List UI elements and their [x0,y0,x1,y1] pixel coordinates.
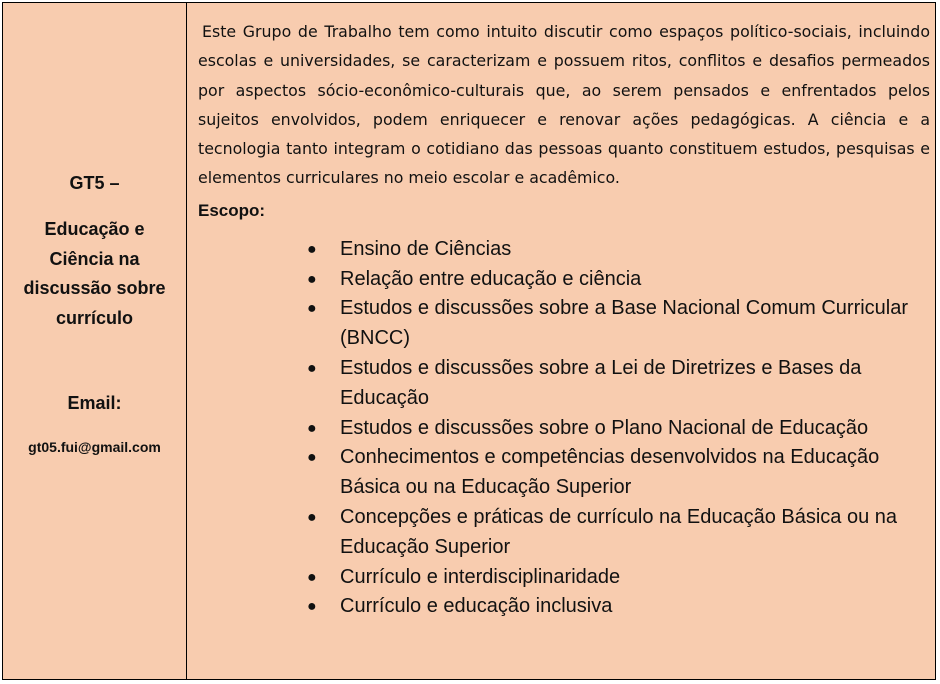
group-code: GT5 – [69,173,120,193]
bullet-icon: ● [307,359,317,377]
scope-item-text: Estudos e discussões sobre a Base Nacional Comum Curricular (BNCC) [340,297,909,350]
bullet-icon: ● [307,508,317,526]
scope-list-item [307,265,930,295]
bullet-icon: ● [307,270,317,288]
intro-paragraph: Este Grupo de Trabalho tem como intuito discutir como espaços político-sociais, incluindo escolas e universidades, se caracterizam e possuem ritos, conflitos e desafios permeados por aspectos sócio-econômico-culturais que, ao serem pensados e enfrentados pelos sujeitos envolvidos, podem enriquecer e renovar ações pedagógicas. A ciência e a tecnologia tanto integram o cotidiano das pessoas quanto constituem estudos, pesquisas e elementos curriculares no meio escolar e acadêmico. [198,22,930,188]
scope-list [198,235,930,622]
scope-item-text: Relação entre educação e ciência [340,267,642,290]
group-title-line: Ciência na [49,248,140,269]
scope-item-text: Estudos e discussões sobre o Plano Nacional de Educação [340,416,869,439]
scope-item-text: Conhecimentos e competências desenvolvidos na Educação Básica ou na Educação Superior [340,446,880,499]
bullet-icon: ● [307,419,317,437]
group-title [3,215,186,333]
scope-list-item [307,563,930,593]
group-info-cell [3,3,187,679]
email-address: gt05.fui@gmail.com [28,439,161,455]
group-title-line: currículo [55,307,134,328]
bullet-icon: ● [307,449,317,467]
group-title-line: Educação e [44,219,145,239]
working-group-table [2,2,936,680]
bullet-icon: ● [307,568,317,586]
bullet-icon: ● [307,300,317,318]
scope-list-item [307,235,930,265]
scope-list-item [307,294,930,354]
scope-list-item [307,354,930,414]
scope-item-text: Currículo e interdisciplinaridade [340,565,621,588]
scope-item-text: Concepções e práticas de currículo na Educação Básica ou na Educação Superior [340,505,898,558]
scope-item-text: Currículo e educação inclusiva [340,595,613,618]
group-title-line: discussão sobre [23,278,166,298]
email-label: Email: [67,393,122,413]
scope-list-item [307,414,930,444]
scope-list-item [307,443,930,503]
bullet-icon: ● [307,598,317,616]
scope-list-item [307,503,930,563]
scope-list-item [307,592,930,622]
scope-heading: Escopo: [198,200,266,220]
bullet-icon: ● [307,240,317,258]
scope-item-text: Estudos e discussões sobre a Lei de Diretrizes e Bases da Educação [340,356,862,409]
scope-item-text: Ensino de Ciências [340,237,512,260]
group-description-cell [187,3,935,679]
